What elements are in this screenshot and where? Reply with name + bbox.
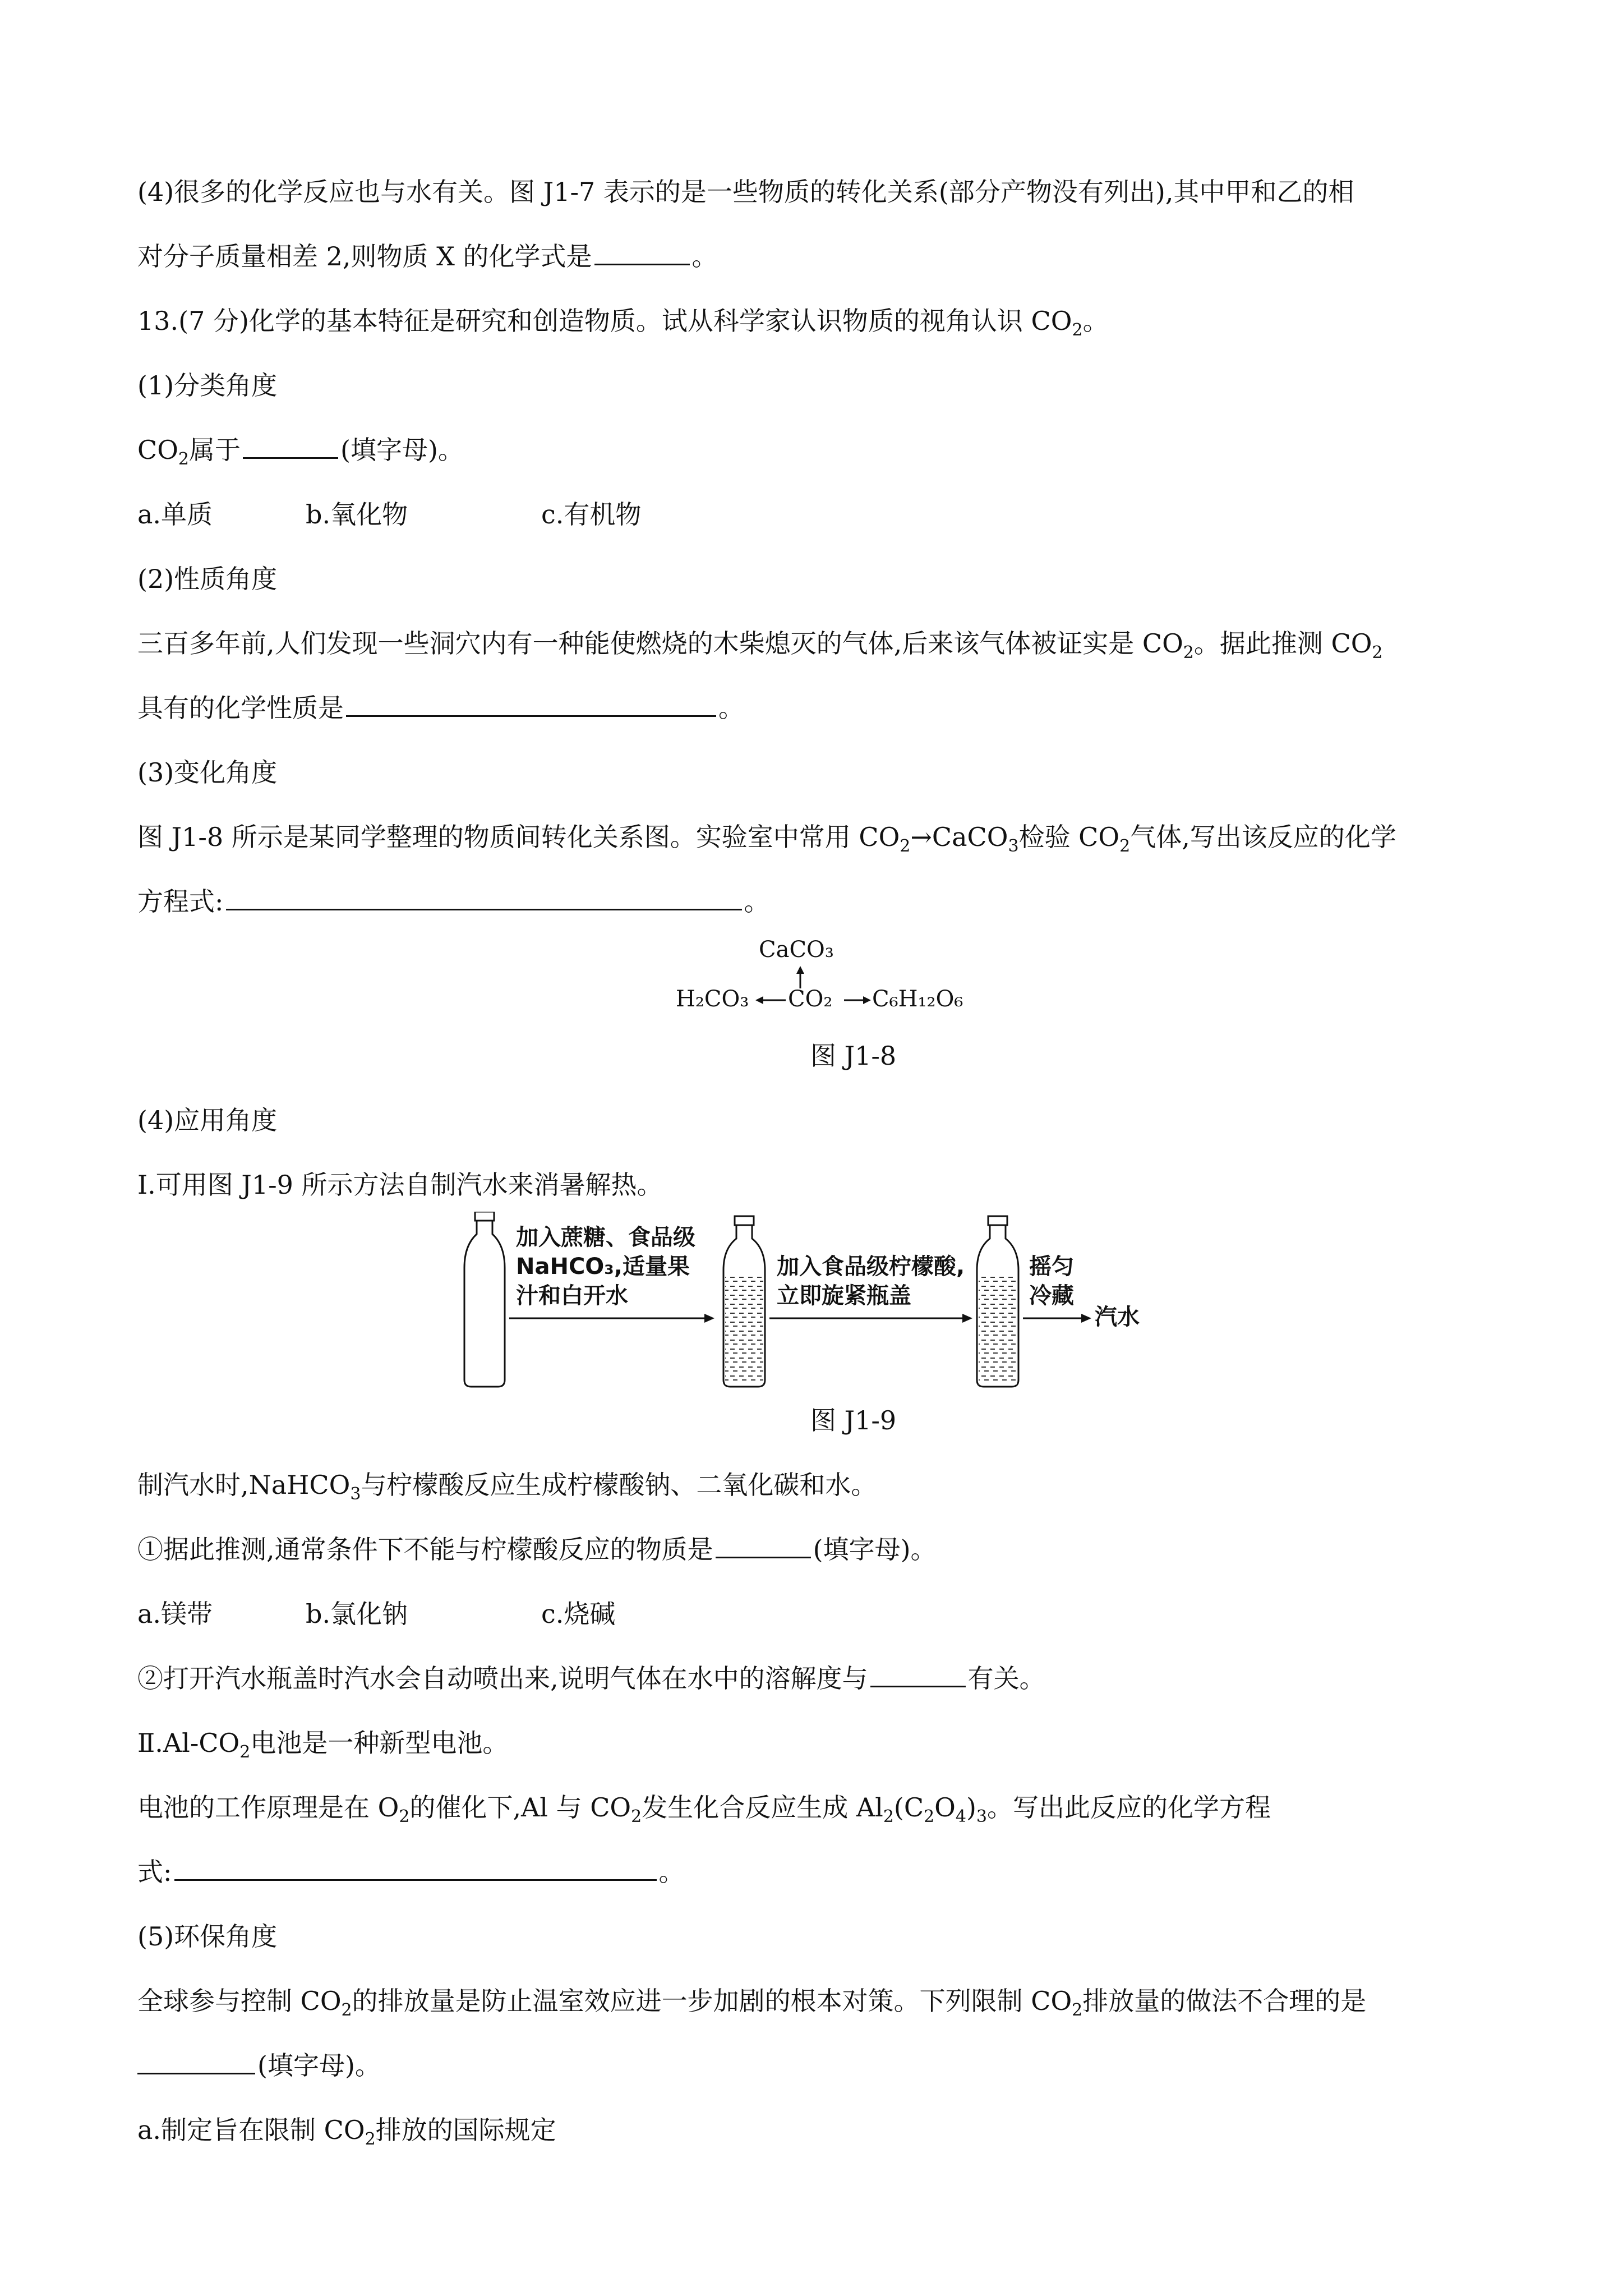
arrow-right-icon xyxy=(962,1314,972,1323)
answer-blank-property[interactable] xyxy=(346,693,716,717)
figure-j1-8 xyxy=(676,937,990,1021)
s5-line2: (填字母)。 xyxy=(137,2047,381,2083)
arrow-up-icon xyxy=(796,966,804,974)
s4-ii-title: $Ⅱ.Al-CO_2$电池是一种新型电池。 xyxy=(137,1728,509,1762)
s1-question: $CO_2$属于 (填字母)。 xyxy=(137,435,464,469)
s4-text: 制汽水时,NaHCO$_3$与柠檬酸反应生成柠檬酸钠、二氧化碳和水。 xyxy=(137,1470,877,1504)
s1-options xyxy=(137,496,641,532)
s3-title: (3)变化角度 xyxy=(137,757,278,788)
fig8-arrows xyxy=(676,937,990,1021)
s3-line2: 方程式: 。 xyxy=(137,886,770,917)
fig9-caption: 图 J1-9 xyxy=(810,1405,897,1435)
s5-title: (5)环保角度 xyxy=(137,1921,278,1952)
answer-blank-citric[interactable] xyxy=(716,1534,811,1558)
answer-blank-equation-1[interactable] xyxy=(226,886,742,910)
answer-blank-classification[interactable] xyxy=(243,435,338,459)
option-b: b.氯化钠 xyxy=(306,1599,408,1629)
option-a: a.单质 xyxy=(137,499,213,530)
s3-line1: 图 J1-8 所示是某同学整理的物质间转化关系图。实验室中常用 $CO_2\to CaCO_3$检验 $CO_2$气体,写出该反应的化学 xyxy=(137,822,1396,856)
arrow-right-icon xyxy=(863,996,871,1004)
fig8-caption: 图 J1-8 xyxy=(810,1041,897,1071)
answer-blank-solubility[interactable] xyxy=(870,1663,966,1687)
fig9-step1-label: 加入蔗糖、食品级 NaHCO₃,适量果 汁和白开水 xyxy=(516,1225,695,1309)
s5-line1: 全球参与控制 $CO_2$的排放量是防止温室效应进一步加剧的根本对策。下列限制 $CO_2$排放量的做法不合理的是 xyxy=(137,1986,1367,2020)
q13-stem: 13.(7 分)化学的基本特征是研究和创造物质。试从科学家认识物质的视角认识 $CO_2$。 xyxy=(137,306,1109,340)
s2-line2: 具有的化学性质是 。 xyxy=(137,693,744,723)
arrow-right-icon xyxy=(1081,1314,1091,1323)
s2-title: (2)性质角度 xyxy=(137,564,278,594)
s1-title: (1)分类角度 xyxy=(137,370,278,401)
s4-q2: ②打开汽水瓶盖时汽水会自动喷出来,说明气体在水中的溶解度与 有关。 xyxy=(137,1663,1045,1694)
answer-blank-environment[interactable] xyxy=(137,2050,255,2074)
option-b: b.氧化物 xyxy=(306,499,408,530)
filled-bottle-icon xyxy=(723,1216,765,1387)
fig9-product-label: 汽水 xyxy=(1095,1304,1140,1330)
fig8-co2-label: CO₂ xyxy=(788,986,833,1012)
p4-line1: (4)很多的化学反应也与水有关。图 J1-7 表示的是一些物质的转化关系(部分产物没有列出),其中甲和乙的相 xyxy=(137,177,1354,207)
fig9-step3-label: 摇匀 冷藏 xyxy=(1029,1254,1074,1309)
option-a: a.镁带 xyxy=(137,1599,213,1629)
answer-blank-equation-2[interactable] xyxy=(174,1857,657,1881)
fig8-glucose-label: C₆H₁₂O₆ xyxy=(872,986,963,1012)
s5-option-a: a.制定旨在限制 $CO_2$排放的国际规定 xyxy=(137,2115,556,2149)
s4-q1: ①据此推测,通常条件下不能与柠檬酸反应的物质是 (填字母)。 xyxy=(137,1534,937,1565)
s2-line1: 三百多年前,人们发现一些洞穴内有一种能使燃烧的木柴熄灭的气体,后来该气体被证实是 $CO_2$。据此推测 $CO_2$ xyxy=(137,628,1383,662)
fig8-caco3-label: CaCO₃ xyxy=(759,937,834,963)
s4-intro: Ⅰ.可用图 J1-9 所示方法自制汽水来消暑解热。 xyxy=(137,1170,663,1200)
fig8-h2co3-label: H₂CO₃ xyxy=(676,986,749,1012)
figure-j1-9 xyxy=(460,1212,1189,1391)
s4-ii-equation: 式: 。 xyxy=(137,1857,685,1887)
arrow-left-icon xyxy=(755,996,763,1004)
p4-line2: 对分子质量相差 2,则物质 X 的化学式是 。 xyxy=(137,241,718,272)
s4-q1-options xyxy=(137,1596,615,1632)
option-c: c.有机物 xyxy=(541,499,642,530)
s4-ii-text: 电池的工作原理是在 $O_2$的催化下,Al 与 $CO_2$发生化合反应生成 $Al_2(C_2O_4)_3$。写出此反应的化学方程 xyxy=(137,1792,1271,1826)
fig9-step2-label: 加入食品级柠檬酸, 立即旋紧瓶盖 xyxy=(777,1254,965,1309)
answer-blank-x[interactable] xyxy=(594,241,690,265)
sealed-bottle-icon xyxy=(977,1216,1018,1387)
arrow-right-icon xyxy=(704,1314,714,1323)
empty-bottle-icon xyxy=(464,1212,505,1387)
option-c: c.烧碱 xyxy=(541,1599,616,1629)
s4-title: (4)应用角度 xyxy=(137,1105,278,1135)
